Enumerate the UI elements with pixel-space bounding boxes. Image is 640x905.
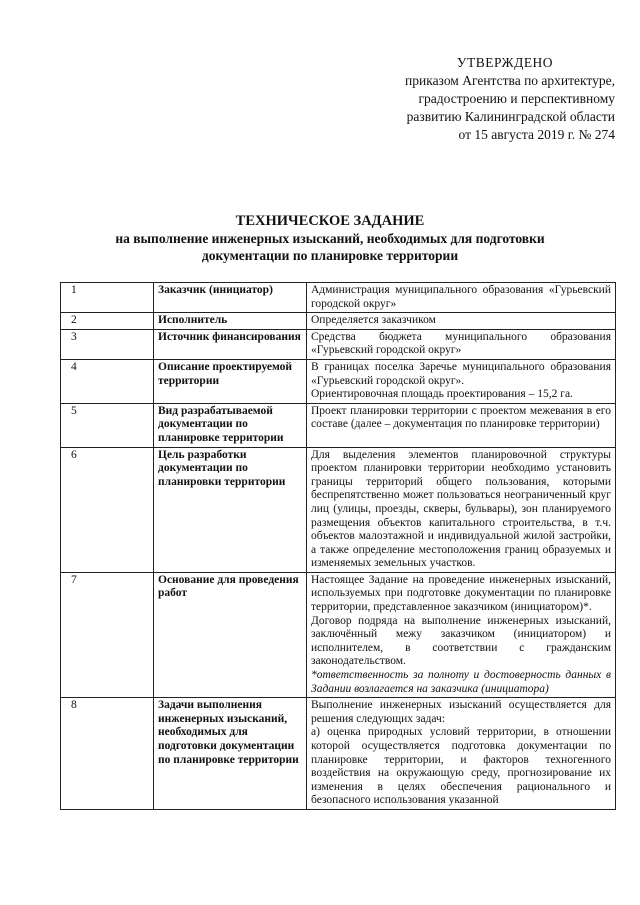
row-label: Заказчик (инициатор) bbox=[154, 283, 307, 313]
row-label: Основание для проведения работ bbox=[154, 572, 307, 697]
row-value-text: Выполнение инженерных изысканий осуществляется для решения следующих задач: bbox=[311, 699, 611, 725]
title-subtitle: на выполнение инженерных изысканий, необходимых для подготовки bbox=[115, 231, 545, 246]
row-number: 7 bbox=[61, 572, 154, 697]
row-number: 2 bbox=[61, 313, 154, 330]
row-value-text: Администрация муниципального образования «Гурьевский городской округ» bbox=[311, 284, 611, 310]
row-number: 1 bbox=[61, 283, 154, 313]
row-value bbox=[307, 447, 616, 572]
row-number: 3 bbox=[61, 329, 154, 359]
row-number: 5 bbox=[61, 403, 154, 447]
row-value-text: Договор подряда на выполнение инженерных изысканий, заключённый межу заказчиком (инициатором) и исполнителем, в соответствии с гражданским законодательством. bbox=[311, 614, 611, 668]
row-value-text: Средства бюджета муниципального образования «Гурьевский городской округ» bbox=[311, 330, 611, 357]
row-value-text: Настоящее Задание на проведение инженерных изысканий, используемых при подготовке документации по планировке территории, представленное заказчиком (инициатором)*. bbox=[311, 573, 611, 614]
row-value-text: а) оценка природных условий территории, в отношении которой осуществляется подготовка документации по планировке территории, и факторов техногенного воздействия на окружающую среду, прогнозирование их изменения в целях обеспечения рационального и безопасного использования указанной bbox=[311, 726, 611, 807]
row-number: 6 bbox=[61, 447, 154, 572]
row-value bbox=[307, 283, 616, 313]
row-label: Вид разрабатываемой документации по планировке территории bbox=[154, 403, 307, 447]
row-value-text: Для выделения элементов планировочной структуры проектом планировки территории необходимо установить границы территорий общего пользования, которыми беспрепятственно может пользоваться неограниченный круг лиц (улицы, проезды, скверы, бульвары), зон планируемого размещения объектов капитального строительства, в т.ч. объектов малоэтажной и индивидуальной жилой застройки, а также определение местоположения границ образуемых и изменяемых земельных участков. bbox=[311, 448, 611, 570]
row-label: Цель разработки документации по планировки территории bbox=[154, 447, 307, 572]
approval-heading: УТВЕРЖДЕНО bbox=[456, 55, 554, 70]
row-number: 8 bbox=[61, 698, 154, 810]
row-value-text: Проект планировки территории с проектом межевания в его составе (далее – документация по планировке территории) bbox=[311, 404, 611, 431]
approval-line: от 15 августа 2019 г. № 274 bbox=[458, 127, 615, 142]
row-value-text: Определяется заказчиком bbox=[311, 314, 436, 327]
table-row bbox=[61, 447, 616, 572]
row-value bbox=[307, 572, 616, 697]
table-row bbox=[61, 698, 616, 810]
title-main: ТЕХНИЧЕСКОЕ ЗАДАНИЕ bbox=[235, 213, 425, 229]
table-row bbox=[61, 283, 616, 313]
row-value bbox=[307, 403, 616, 447]
approval-line: приказом Агентства по архитектуре, bbox=[405, 73, 615, 88]
row-value bbox=[307, 359, 616, 403]
table-row bbox=[61, 572, 616, 697]
row-value bbox=[307, 313, 616, 330]
approval-line: развитию Калининградской области bbox=[406, 109, 615, 124]
spec-table bbox=[60, 282, 616, 810]
row-value-text: В границах поселка Заречье муниципального образования «Гурьевский городской округ». bbox=[311, 360, 611, 387]
row-footnote: *ответственность за полноту и достоверность данных в Задании возлагается на заказчика (инициатора) bbox=[311, 669, 611, 695]
row-label: Источник финансирования bbox=[154, 329, 307, 359]
title-subtitle: документации по планировке территории bbox=[201, 248, 459, 263]
document-title bbox=[60, 212, 600, 264]
row-label: Задачи выполнения инженерных изысканий, необходимых для подготовки документации по планировке территории bbox=[154, 698, 307, 810]
row-label: Исполнитель bbox=[154, 313, 307, 330]
table-row bbox=[61, 359, 616, 403]
table-row bbox=[61, 329, 616, 359]
approval-stamp bbox=[355, 54, 615, 144]
row-label: Описание проектируемой территории bbox=[154, 359, 307, 403]
approval-line: градостроению и перспективному bbox=[418, 91, 615, 106]
row-value bbox=[307, 329, 616, 359]
table-row bbox=[61, 403, 616, 447]
row-value bbox=[307, 698, 616, 810]
table-row bbox=[61, 313, 616, 330]
row-value-text: Ориентировочная площадь проектирования – 15,2 га. bbox=[311, 388, 573, 401]
row-number: 4 bbox=[61, 359, 154, 403]
